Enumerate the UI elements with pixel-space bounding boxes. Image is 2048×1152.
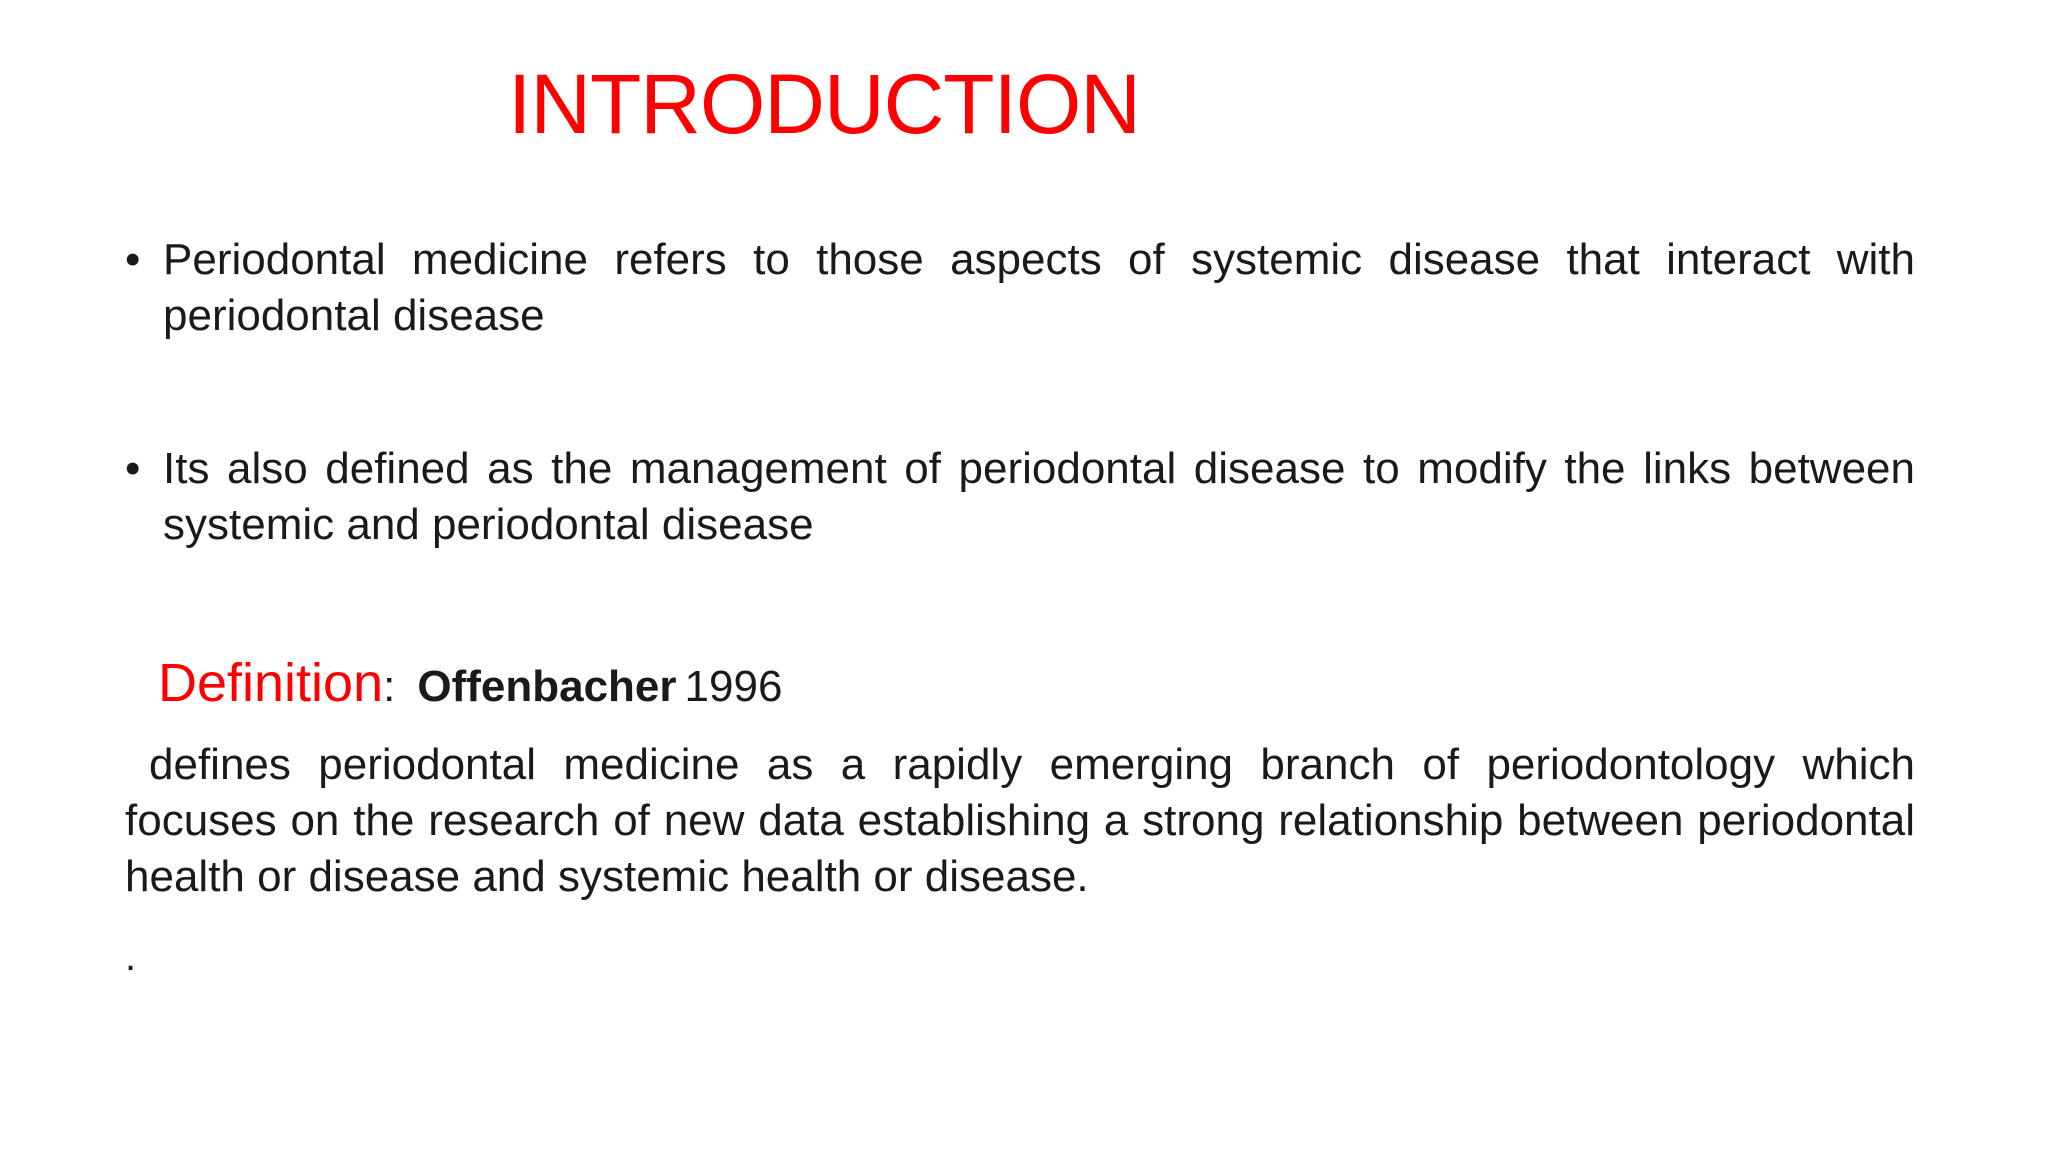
slide-title: INTRODUCTION	[508, 57, 1140, 151]
bullet-icon: •	[125, 444, 141, 493]
bullet-item	[125, 232, 1915, 344]
definition-colon: :	[383, 662, 396, 711]
definition-year: 1996	[684, 662, 783, 711]
definition-label: Definition	[158, 653, 384, 713]
trailing-mark: .	[125, 935, 137, 979]
bullet-text: Its also defined as the management of periodontal disease to modify the links between systemic and periodontal disease	[163, 444, 1915, 549]
definition-text: defines periodontal medicine as a rapidly emerging branch of periodontology which focuses on the research of new data establishing a strong relationship between periodontal health or disease and systemic health or disease.	[125, 740, 1915, 901]
definition-author: Offenbacher	[417, 662, 677, 711]
bullet-item	[125, 441, 1915, 553]
bullet-icon: •	[125, 235, 141, 284]
definition-heading	[158, 652, 782, 714]
bullet-text: Periodontal medicine refers to those aspects of systemic disease that interact with periodontal disease	[163, 235, 1915, 340]
